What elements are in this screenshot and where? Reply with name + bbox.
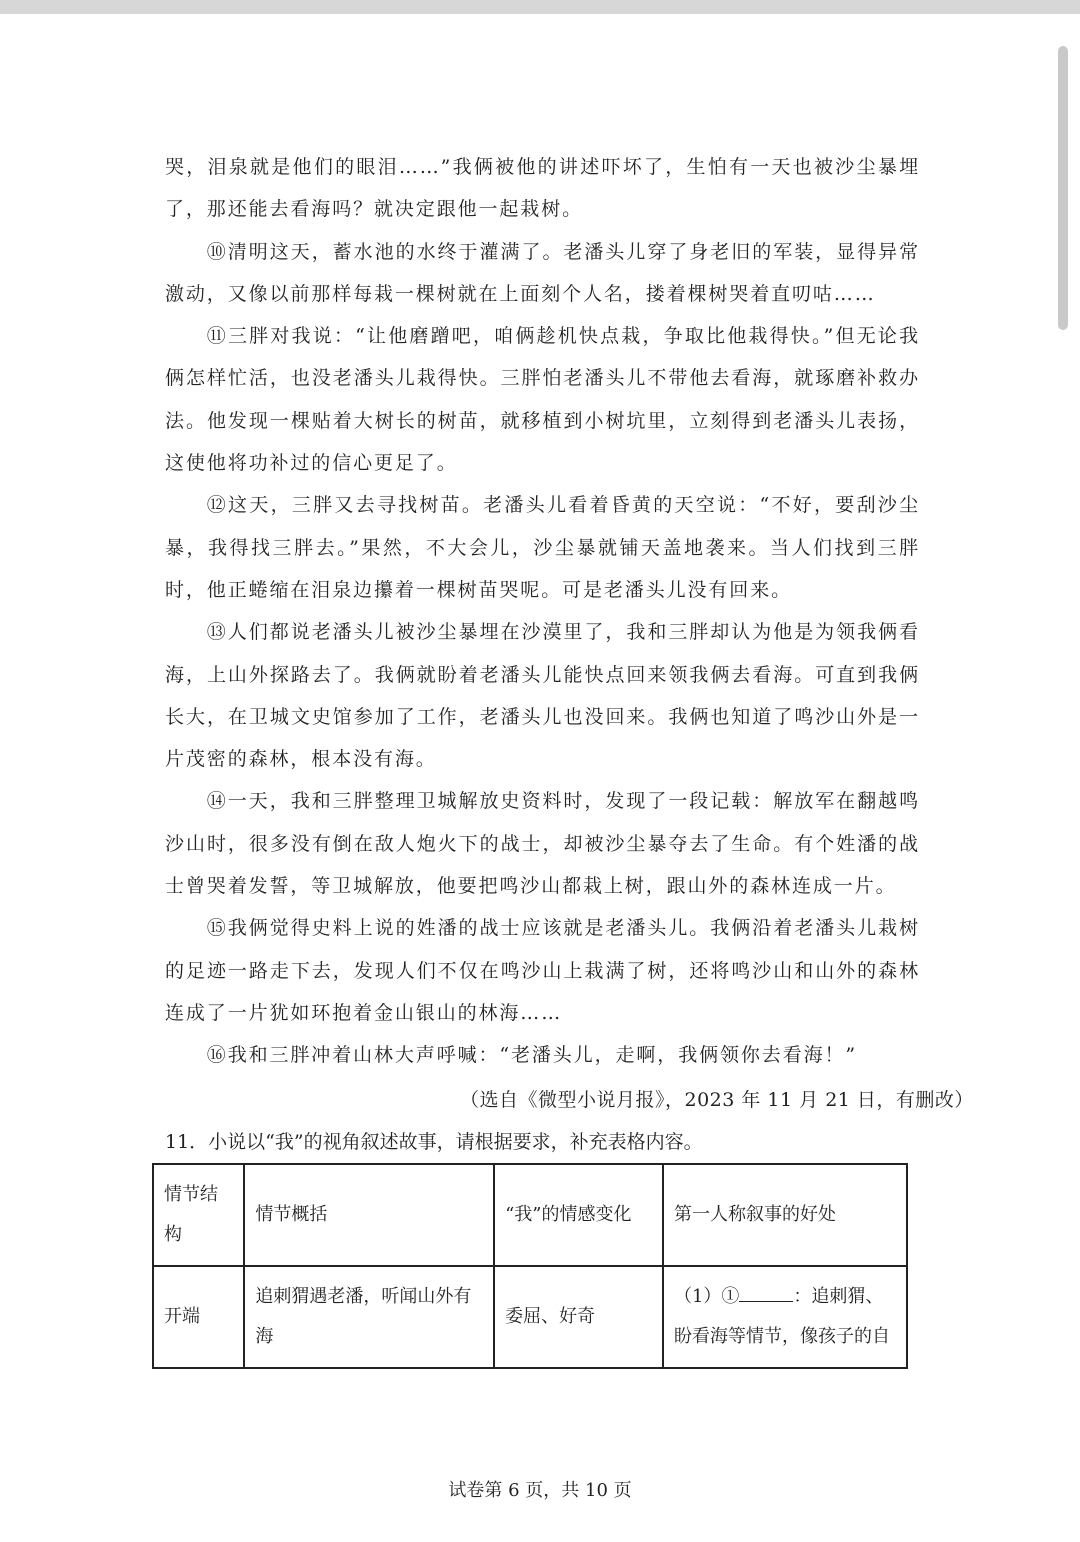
header-structure: 情节结构 — [153, 1164, 244, 1266]
paragraph-12: ⑫这天，三胖又去寻找树苗。老潘头儿看着昏黄的天空说：“不好，要刮沙尘暴，我得找三胖去。”果然，不大会儿，沙尘暴就铺天盖地袭来。当人们找到三胖时，他正蜷缩在泪泉边攥着一棵树苗哭呢。可是老潘头儿没有回来。 — [165, 494, 920, 601]
cell-benefit — [663, 1266, 907, 1368]
answer-table — [152, 1163, 908, 1369]
header-summary: 情节概括 — [244, 1164, 494, 1266]
cell-summary: 追刺猬遇老潘，听闻山外有海 — [244, 1266, 494, 1368]
paragraph-11: ⑪三胖对我说：“让他磨蹭吧，咱俩趁机快点栽，争取比他栽得快。”但无论我俩怎样忙活，也没老潘头儿栽得快。三胖怕老潘头儿不带他去看海，就琢磨补救办法。他发现一棵贴着大树长的树苗，就移植到小树坑里，立刻得到老潘头儿表扬，这使他将功补过的信心更足了。 — [165, 325, 920, 475]
answer-blank[interactable] — [739, 1283, 793, 1302]
header-emotion: “我”的情感变化 — [494, 1164, 663, 1266]
cell-emotion: 委屈、好奇 — [494, 1266, 663, 1368]
paragraph-10: ⑩清明这天，蓄水池的水终于灌满了。老潘头儿穿了身老旧的军装，显得异常激动，又像以前那样每栽一棵树就在上面刻个人名，搂着棵树哭着直叨咕…… — [165, 240, 920, 305]
scrollbar-thumb[interactable] — [1058, 46, 1068, 330]
paragraph-15: ⑮我俩觉得史料上说的姓潘的战士应该就是老潘头儿。我俩沿着老潘头儿栽树的足迹一路走下去，发现人们不仅在鸣沙山上栽满了树，还将鸣沙山和山外的森林连成了一片犹如环抱着金山银山的林海…… — [165, 917, 920, 1024]
page-footer: 试卷第 6 页，共 10 页 — [448, 1480, 632, 1501]
top-bar — [0, 0, 1080, 14]
header-benefit: 第一人称叙事的好处 — [663, 1164, 907, 1266]
benefit-suffix: ：追刺猬、盼看海等情节，像孩子的自 — [673, 1286, 890, 1347]
paragraph-9-end: 哭，泪泉就是他们的眼泪……”我俩被他的讲述吓坏了，生怕有一天也被沙尘暴埋了，那还能去看海吗？就决定跟他一起栽树。 — [165, 156, 920, 221]
source-citation: （选自《微型小说月报》，2023 年 11 月 21 日，有删改） — [460, 1089, 974, 1111]
article-body — [165, 146, 920, 1077]
benefit-prefix: （1）① — [673, 1286, 740, 1307]
paragraph-16: ⑯我和三胖冲着山林大声呼喊：“老潘头儿，走啊，我俩领你去看海！” — [206, 1044, 858, 1067]
table-header-row — [153, 1164, 907, 1266]
paragraph-14: ⑭一天，我和三胖整理卫城解放史资料时，发现了一段记载：解放军在翻越鸣沙山时，很多没有倒在敌人炮火下的战士，却被沙尘暴夺去了生命。有个姓潘的战士曾哭着发誓，等卫城解放，他要把鸣沙山都栽上树，跟山外的森林连成一片。 — [165, 790, 920, 898]
paragraph-13: ⑬人们都说老潘头儿被沙尘暴埋在沙漠里了，我和三胖却认为他是为领我俩看海，上山外探路去了。我俩就盼着老潘头儿能快点回来领我俩去看海。可直到我俩长大，在卫城文史馆参加了工作，老潘头儿也没回来。我俩也知道了鸣沙山外是一片茂密的森林，根本没有海。 — [165, 621, 920, 771]
question-11: 11．小说以“我”的视角叙述故事，请根据要求，补充表格内容。 — [165, 1131, 703, 1153]
cell-structure: 开端 — [153, 1266, 244, 1368]
table-row — [153, 1266, 907, 1368]
